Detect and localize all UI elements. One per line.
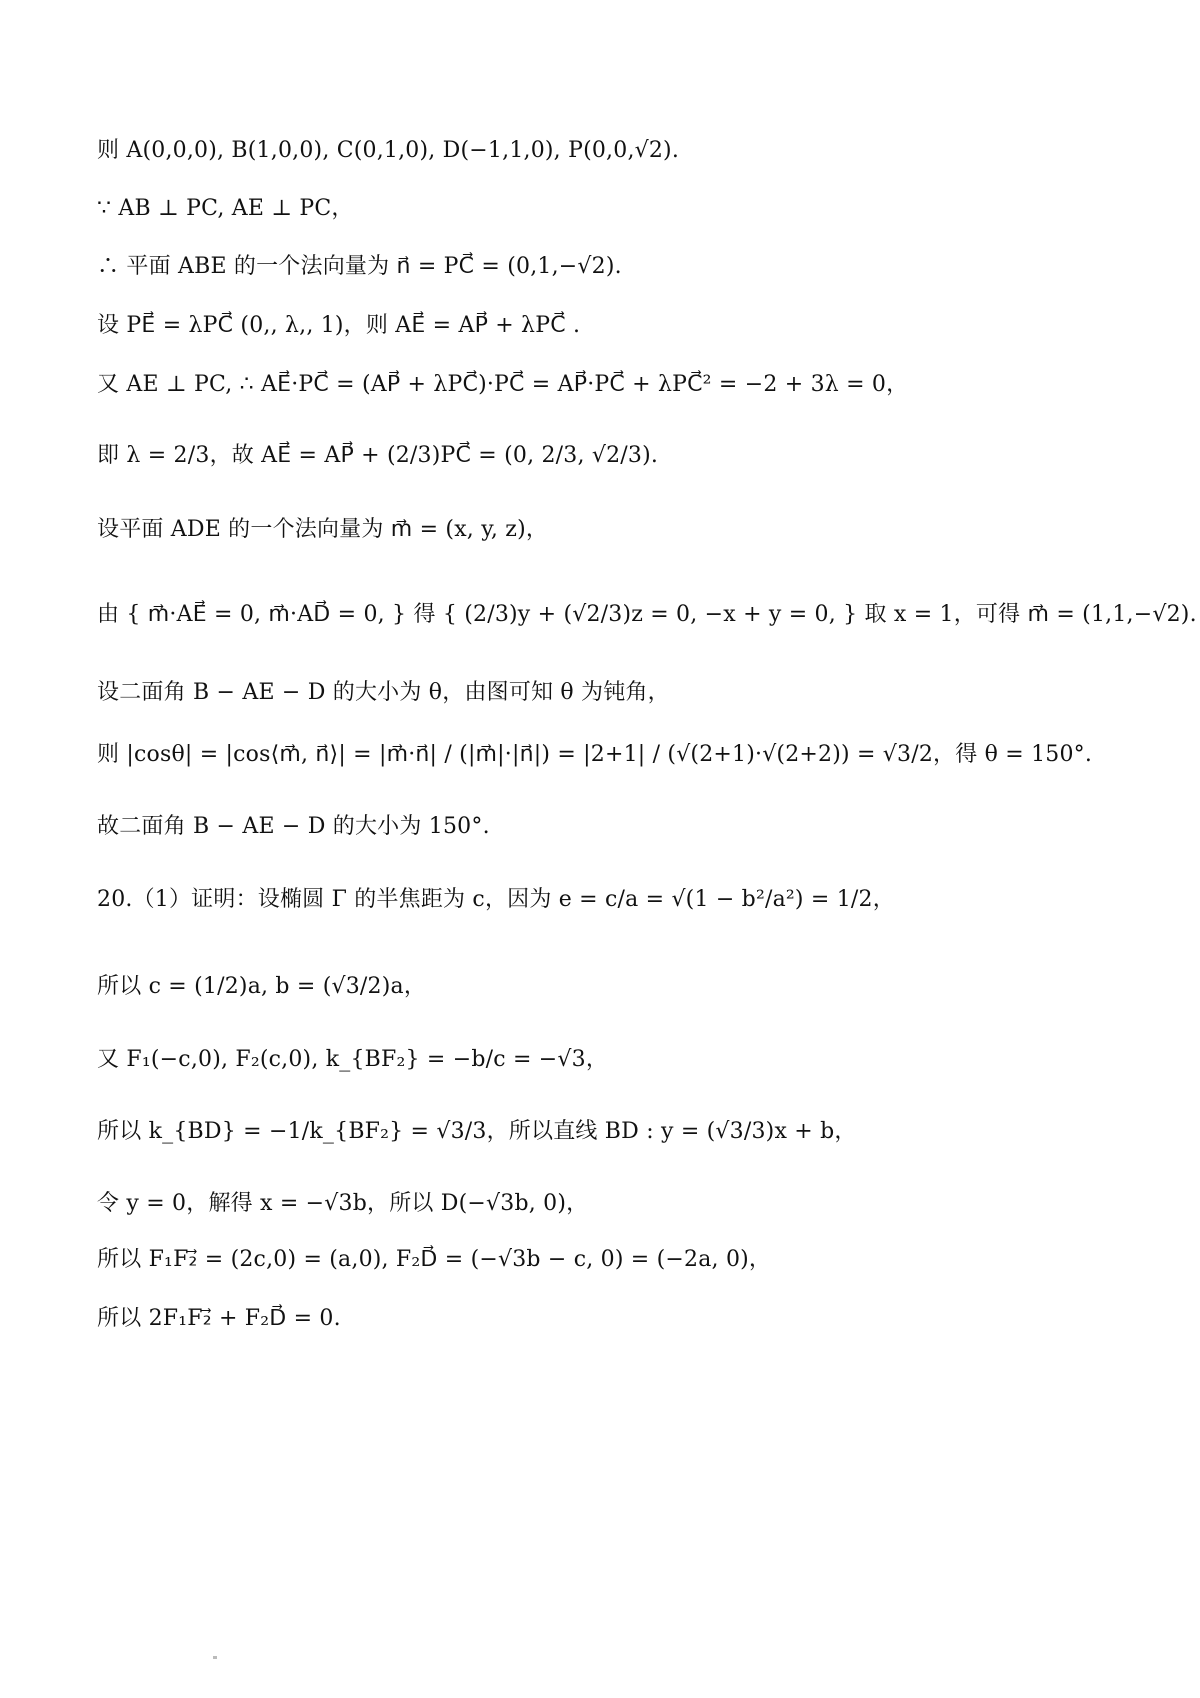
line-perpendicular-conditions: ∵ AB ⊥ PC, AE ⊥ PC， [97,196,354,221]
line-dihedral-angle-def: 设二面角 B − AE − D 的大小为 θ，由图可知 θ 为钝角， [97,680,670,705]
line-c-and-b: 所以 c = (1/2)a, b = (√3/2)a， [97,974,427,999]
line-foci-slope: 又 F₁(−c,0), F₂(c,0), k_{BF₂} = −b/c = −√3， [97,1047,609,1072]
line-lambda-value: 即 λ = 2/3，故 AE⃗ = AP⃗ + (2/3)PC⃗ = (0, 2/3, √2/3). [97,443,659,468]
line-conclusion: 所以 2F₁F₂⃗ + F₂D⃗ = 0. [97,1306,341,1331]
line-slope-bd: 所以 k_{BD} = −1/k_{BF₂} = √3/3，所以直线 BD : y = (√3/3)x + b， [97,1119,857,1144]
line-problem-20-intro: 20.（1）证明：设椭圆 Γ 的半焦距为 c，因为 e = c/a = √(1 − b²/a²) = 1/2， [97,887,895,912]
line-set-pe-vector: 设 PE⃗ = λPC⃗ (0,, λ,, 1)，则 AE⃗ = AP⃗ + λPC⃗ . [97,313,581,338]
line-dihedral-angle-result: 故二面角 B − AE − D 的大小为 150°. [97,814,490,839]
line-coordinates: 则 A(0,0,0), B(1,0,0), C(0,1,0), D(−1,1,0), P(0,0,√2). [97,138,680,163]
line-system-of-equations: 由 { m⃗·AE⃗ = 0, m⃗·AD⃗ = 0, } 得 { (2/3)y + (√2/3)z = 0, −x + y = 0, } 取 x = 1，可得 m⃗ = (1,1,−√2). [97,602,1197,627]
line-cosine-computation: 则 |cosθ| = |cos⟨m⃗, n⃗⟩| = |m⃗·n⃗| / (|m⃗|·|n⃗|) = |2+1| / (√(2+1)·√(2+2)) = √3/2，得 θ = 150°. [97,742,1093,767]
page-mark [213,1656,217,1659]
line-vectors-f1f2-f2d: 所以 F₁F₂⃗ = (2c,0) = (a,0), F₂D⃗ = (−√3b − c, 0) = (−2a, 0)， [97,1247,772,1272]
line-normal-vector-abe: ∴ 平面 ABE 的一个法向量为 n⃗ = PC⃗ = (0,1,−√2). [97,254,622,279]
line-dot-product-equation: 又 AE ⊥ PC, ∴ AE⃗·PC⃗ = (AP⃗ + λPC⃗)·PC⃗ = AP⃗·PC⃗ + λPC⃗² = −2 + 3λ = 0， [97,372,909,397]
line-normal-vector-ade: 设平面 ADE 的一个法向量为 m⃗ = (x, y, z)， [97,517,549,542]
line-point-d: 令 y = 0，解得 x = −√3b，所以 D(−√3b, 0)， [97,1191,589,1216]
